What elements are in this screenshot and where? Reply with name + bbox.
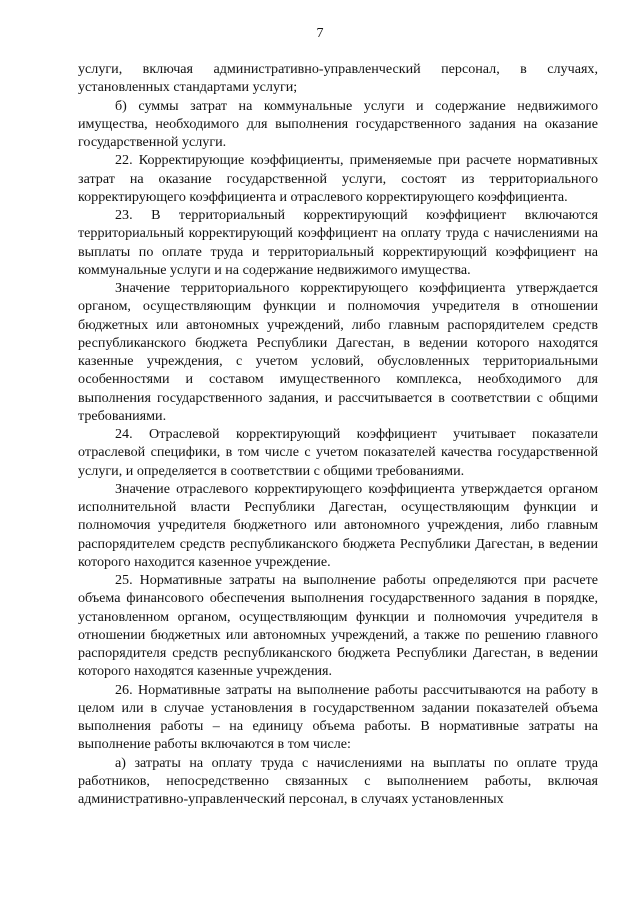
paragraph-territorial-value: Значение территориального корректирующего коэффициента утверждается органом, осуществляющим функции и полномочия учредителя в отношении бюджетных или автономных учреждений, либо главным распорядителем средств республиканского бюджета Республики Дагестан, в ведении которого находятся казенные учреждения, с учетом условий, обусловленных территориальными особенностями и составом имущественного комплекса, необходимого для выполнения государственного задания, и рассчитывается в соответствии с общими требованиями. bbox=[78, 280, 598, 424]
paragraph-sectoral-value: Значение отраслевого корректирующего коэффициента утверждается органом исполнительной власти Республики Дагестан, осуществляющим функции и полномочия учредителя бюджетного или автономного учреждения, либо главным распорядителем средств республиканского бюджета Республики Дагестан, в ведении которого находится казенное учреждение. bbox=[78, 480, 598, 570]
document-body bbox=[78, 60, 598, 808]
paragraph-item-b: б) суммы затрат на коммунальные услуги и содержание недвижимого имущества, необходимого для выполнения государственного задания на оказание государственной услуги. bbox=[78, 97, 598, 150]
paragraph-23: 23. В территориальный корректирующий коэффициент включаются территориальный корректирующий коэффициент на оплату труда с начислениями на выплаты по оплате труда и территориальный корректирующий коэффициент на коммунальные услуги и на содержание недвижимого имущества. bbox=[78, 207, 598, 278]
paragraph-continuation: услуги, включая административно-управленческий персонал, в случаях, установленных стандартами услуги; bbox=[78, 61, 598, 96]
page-number: 7 bbox=[316, 26, 324, 41]
paragraph-24: 24. Отраслевой корректирующий коэффициент учитывает показатели отраслевой специфики, в том числе с учетом показателей качества государственной услуги, и определяется в соответствии с общими требованиями. bbox=[78, 426, 598, 479]
paragraph-26: 26. Нормативные затраты на выполнение работы рассчитываются на работу в целом или в случае установления в государственном задании показателей объема выполнения работы – на единицу объема работы. В нормативные затраты на выполнение работы включаются в том числе: bbox=[78, 681, 598, 753]
paragraph-22: 22. Корректирующие коэффициенты, применяемые при расчете нормативных затрат на оказание государственной услуги, состоят из территориального корректирующего коэффициента и отраслевого корректирующего коэффициента. bbox=[78, 152, 598, 205]
paragraph-25: 25. Нормативные затраты на выполнение работы определяются при расчете объема финансового обеспечения выполнения государственного задания в порядке, установленном органом, осуществляющим функции и полномочия учредителя в отношении бюджетных или автономных учреждений, а также по решению главного распорядителя средств республиканского бюджета Республики Дагестан, в ведении которого находятся казенные учреждения. bbox=[78, 572, 598, 680]
paragraph-item-a: а) затраты на оплату труда с начислениями на выплаты по оплате труда работников, непосредственно связанных с выполнением работы, включая административно-управленческий персонал, в случаях установленных bbox=[78, 754, 598, 807]
